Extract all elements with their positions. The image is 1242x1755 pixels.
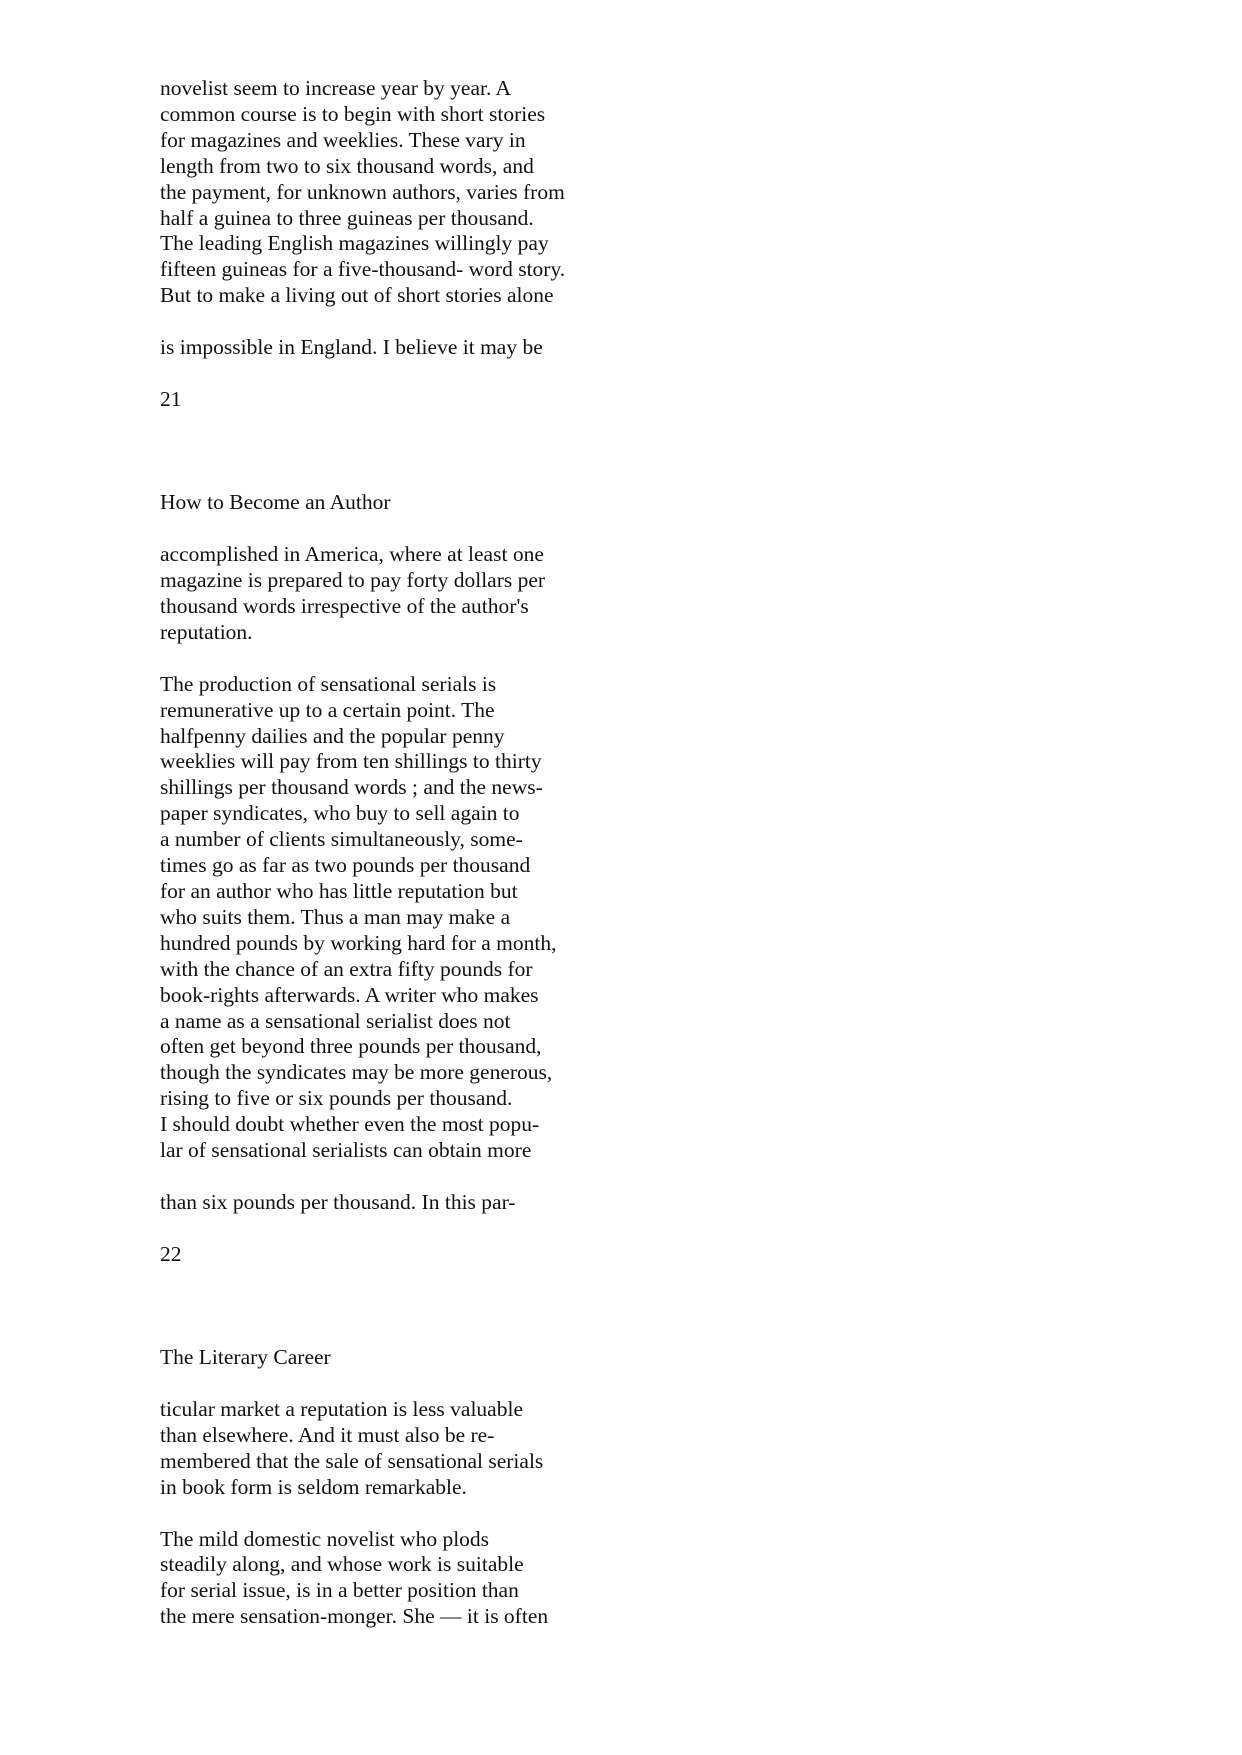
- text-line: ticular market a reputation is less valuable: [160, 1397, 523, 1422]
- text-line: book-rights afterwards. A writer who makes: [160, 982, 539, 1007]
- text-line: fifteen guineas for a five-thousand- word story.: [160, 257, 566, 282]
- text-line: than elsewhere. And it must also be re-: [160, 1422, 495, 1447]
- page-number: [160, 387, 680, 413]
- text-line: remunerative up to a certain point. The: [160, 697, 495, 722]
- text-line: The mild domestic novelist who plods: [160, 1526, 490, 1551]
- text-line: The leading English magazines willingly pay: [160, 231, 549, 256]
- text-line: I should doubt whether even the most popu-: [160, 1112, 540, 1137]
- text-line: is impossible in England. I believe it may be: [160, 335, 543, 360]
- text-line: novelist seem to increase year by year. A: [160, 76, 512, 100]
- text-line: common course is to begin with short stories: [160, 101, 546, 126]
- text-line: though the syndicates may be more generous,: [160, 1060, 553, 1085]
- text-line: reputation.: [160, 619, 253, 644]
- text-line: membered that the sale of sensational serials: [160, 1448, 544, 1473]
- text-line: weeklies will pay from ten shillings to thirty: [160, 749, 542, 774]
- text-line: a number of clients simultaneously, some-: [160, 827, 523, 852]
- text-line: The production of sensational serials is: [160, 671, 497, 696]
- text-line: shillings per thousand words ; and the news-: [160, 775, 543, 800]
- page-number: [160, 1242, 680, 1268]
- text-line: length from two to six thousand words, and: [160, 153, 534, 178]
- paragraph: [160, 76, 680, 309]
- text-line: times go as far as two pounds per thousand: [160, 853, 531, 878]
- text-line: halfpenny dailies and the popular penny: [160, 723, 505, 748]
- text-line: in book form is seldom remarkable.: [160, 1474, 467, 1499]
- text-line: steadily along, and whose work is suitable: [160, 1552, 524, 1577]
- text-line: hundred pounds by working hard for a month,: [160, 930, 557, 955]
- running-header: [160, 490, 680, 516]
- paragraph: [160, 1397, 680, 1501]
- text-line: for magazines and weeklies. These vary in: [160, 127, 526, 152]
- text-line: accomplished in America, where at least one: [160, 542, 544, 567]
- text-line: for an author who has little reputation but: [160, 879, 518, 903]
- paragraph: [160, 1527, 680, 1631]
- text-line: than six pounds per thousand. In this par-: [160, 1189, 516, 1214]
- text-line: 22: [160, 1241, 182, 1266]
- text-line: a name as a sensational serialist does not: [160, 1008, 511, 1033]
- text-line: lar of sensational serialists can obtain more: [160, 1138, 532, 1163]
- text-line: who suits them. Thus a man may make a: [160, 904, 511, 929]
- text-line: for serial issue, is in a better position than: [160, 1578, 519, 1603]
- text-line: How to Become an Author: [160, 490, 391, 515]
- text-line: the payment, for unknown authors, varies from: [160, 179, 565, 204]
- paragraph: [160, 335, 680, 361]
- paragraph: [160, 672, 680, 1164]
- text-line: half a guinea to three guineas per thousand.: [160, 205, 534, 230]
- text-line: The Literary Career: [160, 1345, 331, 1370]
- text-line: rising to five or six pounds per thousand.: [160, 1086, 513, 1111]
- text-line: the mere sensation-monger. She — it is often: [160, 1604, 549, 1629]
- paragraph: [160, 1190, 680, 1216]
- text-line: with the chance of an extra fifty pounds for: [160, 956, 533, 981]
- text-line: But to make a living out of short stories alone: [160, 283, 554, 308]
- text-line: thousand words irrespective of the author's: [160, 594, 529, 619]
- text-line: often get beyond three pounds per thousand,: [160, 1034, 542, 1059]
- text-line: 21: [160, 386, 182, 411]
- text-line: paper syndicates, who buy to sell again to: [160, 801, 520, 826]
- paragraph: [160, 542, 680, 646]
- text-line: magazine is prepared to pay forty dollars per: [160, 568, 546, 593]
- document-page: [160, 76, 680, 1656]
- running-header: [160, 1345, 680, 1371]
